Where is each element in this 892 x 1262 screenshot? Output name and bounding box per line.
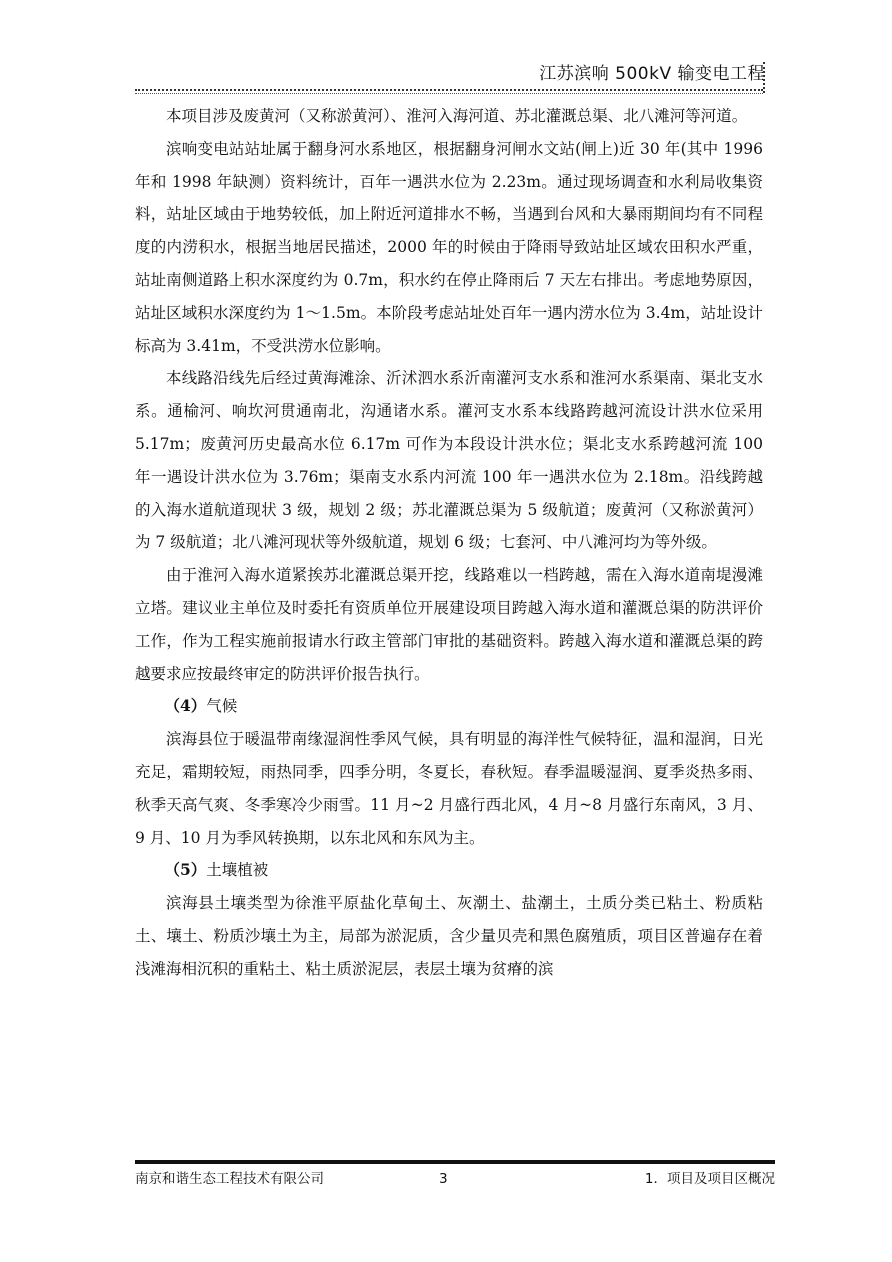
footer-section: 1．项目及项目区概况 xyxy=(644,1171,775,1187)
heading-soil xyxy=(135,854,763,887)
paragraph-substation-flood: 滨响变电站站址属于翻身河水系地区，根据翻身河闸水文站(闸上)近 30 年(其中 1996 年和 1998 年缺测）资料统计，百年一遇洪水位为 2.23m。通过现场调查和水利局收集资料，站址区域由于地势较低，加上附近河道排水不畅，当遇到台风和大暴雨期间均有不同程度的内涝积水，根据当地居民描述，2000 年的时候由于降雨导致站址区域农田积水严重，站址南侧道路上积水深度约为 0.7m，积水约在停止降雨后 7 天左右排出。考虑地势原因，站址区域积水深度约为 1～1.5m。本阶段考虑站址处百年一遇内涝水位为 3.4m，站址设计标高为 3.41m，不受洪涝水位影响。 xyxy=(135,139,763,355)
footer-rule xyxy=(135,1160,775,1164)
header-title: 江苏滨响 500kV 输变电工程 xyxy=(539,64,765,84)
heading-soil-number: （5） xyxy=(164,860,207,880)
document-body xyxy=(135,100,763,986)
header-rule-secondary xyxy=(135,93,763,94)
footer-page-number: 3 xyxy=(439,1171,448,1187)
paragraph-soil: 滨海县土壤类型为徐淮平原盐化草甸土、灰潮土、盐潮土，土质分类已粘土、粉质粘土、壤土、粉质沙壤土为主，局部为淤泥质，含少量贝壳和黑色腐殖质，项目区普遍存在着浅滩海相沉积的重粘土、粘土质淤泥层，表层土壤为贫瘠的滨 xyxy=(135,894,763,978)
heading-soil-text: 土壤植被 xyxy=(206,861,269,880)
paragraph-rivers: 本项目涉及废黄河（又称淤黄河）、淮河入海河道、苏北灌溉总渠、北八滩河等河道。 xyxy=(166,107,748,125)
header-corner-mark xyxy=(763,62,765,93)
paragraph-climate: 滨海县位于暖温带南缘湿润性季风气候，具有明显的海洋性气候特征，温和湿润，日光充足，霜期较短，雨热同季，四季分明，冬夏长，春秋短。春季温暖湿润、夏季炎热多雨、秋季天高气爽、冬季寒冷少雨雪。11 月~2 月盛行西北风，4 月~8 月盛行东南风，3 月、9 月、10 月为季风转换期，以东北风和东风为主。 xyxy=(135,730,763,847)
paragraph-line-water-systems: 本线路沿线先后经过黄海滩涂、沂沭泗水系沂南灌河支水系和淮河水系渠南、渠北支水系。通榆河、响坎河贯通南北，沟通诸水系。灌河支水系本线路跨越河流设计洪水位采用 5.17m；废黄河历史最高水位 6.17m 可作为本段设计洪水位；渠北支水系跨越河流 100 年一遇设计洪水位为 3.76m；渠南支水系内河流 100 年一遇洪水位为 2.18m。沿线跨越的入海水道航道现状 3 级，规划 2 级；苏北灌溉总渠为 5 级航道；废黄河（又称淤黄河）为 7 级航道；北八滩河现状等外级航道，规划 6 级；七套河、中八滩河均为等外级。 xyxy=(135,369,763,552)
heading-climate xyxy=(135,690,763,723)
heading-climate-text: 气候 xyxy=(206,697,238,716)
page-header xyxy=(135,60,765,90)
page-footer xyxy=(135,1168,775,1190)
heading-climate-number: （4） xyxy=(164,696,207,716)
header-rule xyxy=(135,89,763,91)
footer-company: 南京和谐生态工程技术有限公司 xyxy=(135,1171,324,1187)
paragraph-flood-evaluation: 由于淮河入海水道紧挨苏北灌溉总渠开挖，线路难以一档跨越，需在入海水道南堤漫滩立塔。建议业主单位及时委托有资质单位开展建设项目跨越入海水道和灌溉总渠的防洪评价工作，作为工程实施前报请水行政主管部门审批的基础资料。跨越入海水道和灌溉总渠的跨越要求应按最终审定的防洪评价报告执行。 xyxy=(135,566,763,683)
